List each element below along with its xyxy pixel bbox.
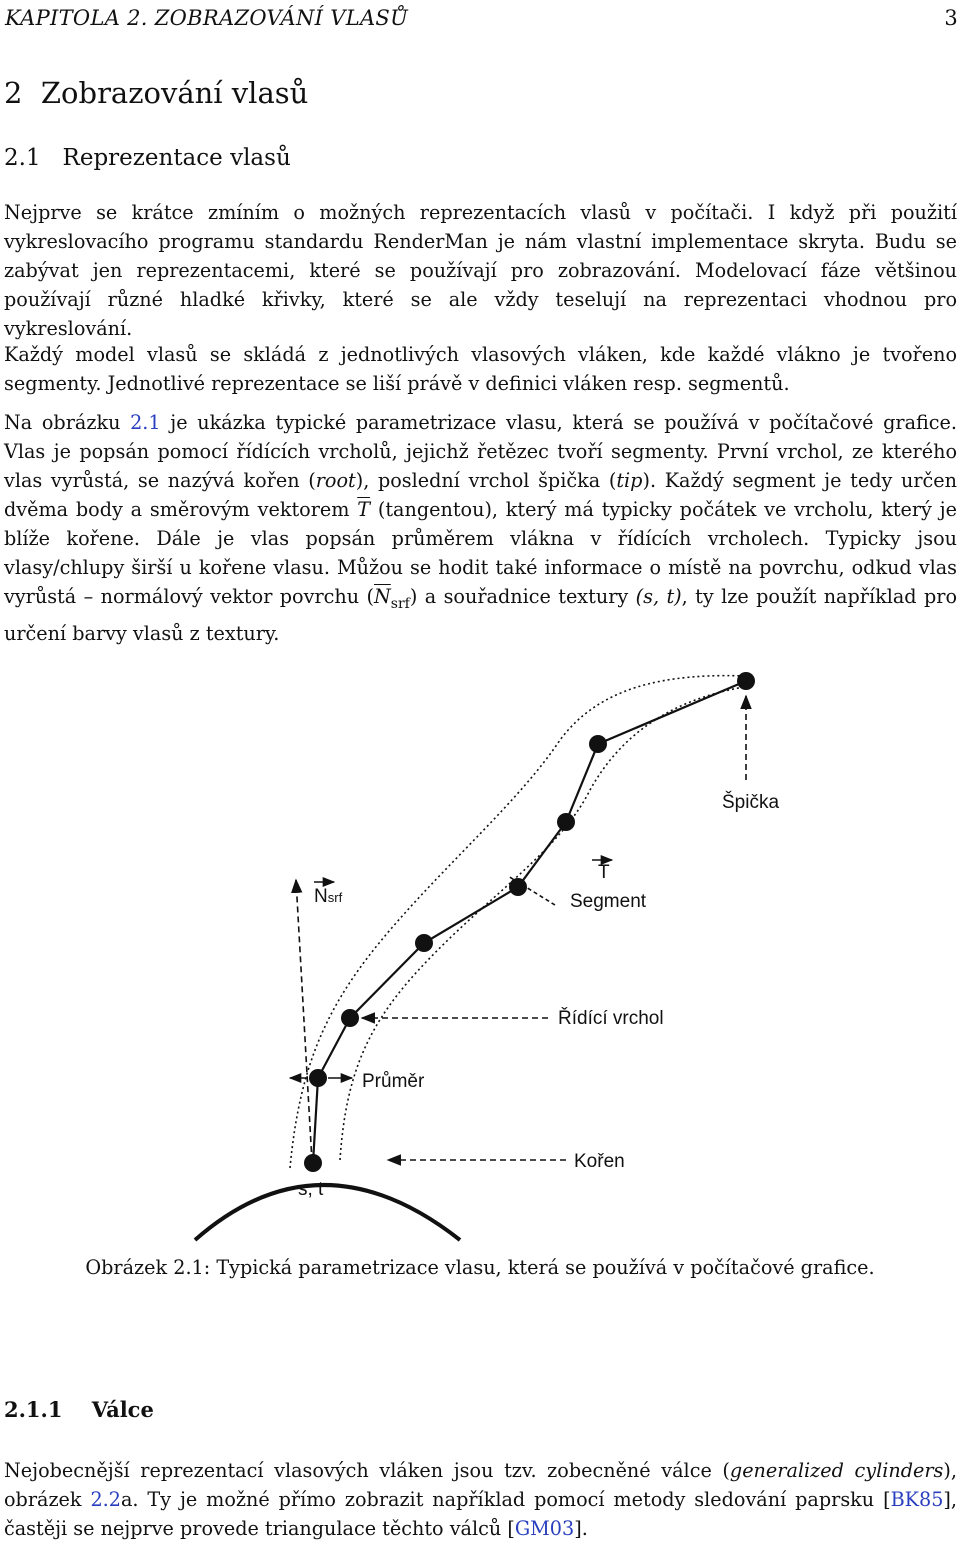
figure-caption: Obrázek 2.1: Typická parametrizace vlasu, která se používá v počítačové grafice. [85,1256,875,1279]
section-title: Reprezentace vlasů [62,145,291,171]
vertex-6 [589,735,607,753]
citation-gm03[interactable]: GM03 [514,1517,575,1540]
label-root: Kořen [574,1151,625,1172]
term-generalized-cylinders: generalized cylinders [729,1459,944,1482]
term-root: root [315,469,356,492]
subsection-heading [4,1397,154,1422]
paragraph-intro: Nejprve se krátce zmíním o možných reprezentacích vlasů v počítači. I když při použití vykreslovacího programu standardu RenderMan je nám vlastní implementace skryta. Budu se zabývat jen reprezentacemi, které se používají pro zobrazování. Modelovací fáze většinou používají různé hladké křivky, které se ale vždy teselují na reprezentaci vhodnou pro vykreslování. [4,201,957,340]
hair-parametrization-diagram [0,660,960,1260]
label-diameter: Průměr [362,1071,425,1092]
vertex-3 [415,934,433,952]
figure-ref-link[interactable]: 2.1 [130,411,161,434]
paragraph-parametrization: Na obrázku 2.1 je ukázka typické parametrizace vlasu, která se používá v počítačové grafice. Vlas je popsán pomocí řídících vrcholů, jejichž řetězec tvoří segmenty. První vrchol, ze kterého vlas vyrůstá, se nazývá kořen (root), poslední vrchol špička (tip). Každý segment je tedy určen dvěma body a směrovým vektorem $\overline{T}$ (tangentou), který má typicky počátek ve vrcholu, který je blíže kořene. Dále je vlas popsán průměrem vlákna v řídících vrcholech. Typicky jsou vlasy/chlupy širší u kořene vlasu. Můžou se hodit také informace o místě na povrchu, odkud vlas vyrůstá – normálový vektor povrchu $(\overline{N}_{srf})$ a souřadnice textury (s, t), ty lze použít například pro určení barvy vlasů z textury. [4,411,958,645]
section-heading [4,145,291,171]
paragraph-model: Každý model vlasů se skládá z jednotlivých vlasových vláken, kde každé vlákno je tvořeno segmenty. Jednotlivé reprezentace se liší právě v definici vláken resp. segmentů. [4,343,957,395]
label-segment: Segment [570,891,647,912]
term-tip: tip [616,469,643,492]
vertex-1 [309,1069,327,1087]
chapter-number: 2 [4,76,23,110]
subsection-title: Válce [91,1397,154,1422]
subsection-number: 2.1.1 [4,1397,63,1422]
section-number: 2.1 [4,145,41,171]
chapter-title: Zobrazování vlasů [40,76,309,110]
label-st: s, t [298,1179,324,1200]
scalp-curve [195,1185,460,1240]
vertex-tip [737,672,755,690]
vector-t-symbol: $\overline{T}$ [357,498,371,521]
vertex-root [304,1154,322,1172]
label-control-vertex: Řídící vrchol [558,1008,664,1029]
figure-ref-link-2[interactable]: 2.2 [90,1488,121,1511]
citation-bk85[interactable]: BK85 [890,1488,944,1511]
hair-outline-left [290,676,745,1168]
vertex-5 [557,813,575,831]
label-tangent: T [598,862,610,883]
page-number: 3 [944,6,958,30]
texture-coords: (s, t) [635,585,682,608]
label-normal: Nsrf [314,886,343,907]
paragraph-cylinders: Nejobecnější reprezentací vlasových vláken jsou tzv. zobecněné válce (generalized cylinders), obrázek 2.2a. Ty je možné přímo zobrazit například pomocí metody sledování paprsku [BK85], častěji se nejprve provede triangulace těchto válců [GM03]. [4,1459,958,1540]
vertex-2 [341,1009,359,1027]
running-title: KAPITOLA 2. ZOBRAZOVÁNÍ VLASŮ [5,6,409,30]
chapter-heading [4,76,308,110]
vector-n-symbol: $\overline{N}$ [373,585,391,608]
normal-vector-arrow [296,880,312,1162]
label-tip: Špička [722,792,780,813]
vertex-4 [509,878,527,896]
vector-n-subscript: srf [390,595,410,612]
running-header [5,6,958,36]
